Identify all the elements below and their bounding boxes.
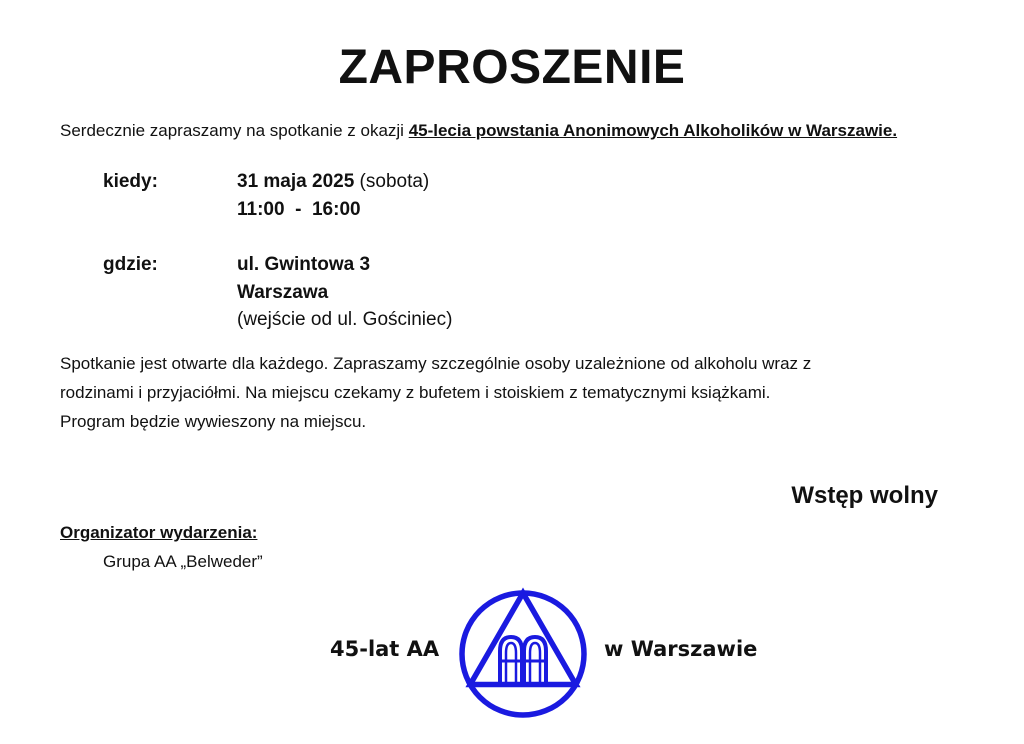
free-entry-label: Wstęp wolny [791,482,938,509]
intro-highlight: 45-lecia powstania Anonimowych Alkoholików w Warszawie. [408,121,898,140]
where-city-line [237,282,328,304]
where-label: gdzie: [103,254,158,275]
event-day: (sobota) [359,171,430,192]
description-line-3: Program będzie wywieszony na miejscu. [60,412,367,431]
where-street-line [237,254,370,276]
where-entrance-line: (wejście od ul. Gościniec) [237,309,453,330]
organizer-name: Grupa AA „Belweder” [103,552,263,571]
event-city: Warszawa [237,282,329,303]
event-time: 11:00 - 16:00 [237,199,361,220]
organizer-label: Organizator wydarzenia: [60,523,258,542]
when-label: kiedy: [103,171,158,192]
when-time-line [237,199,361,221]
intro-text [60,121,897,141]
city-text: w Warszawie [604,637,758,661]
event-street: ul. Gwintowa 3 [237,254,371,275]
when-date-line [237,171,429,193]
intro-lead: Serdecznie zapraszamy na spotkanie z okazji [60,121,409,140]
aa-logo-icon [456,587,590,721]
description-line-2: rodzinami i przyjaciółmi. Na miejscu czekamy z bufetem i stoiskiem z tematycznymi książkami. [60,383,771,402]
event-date: 31 maja 2025 [237,171,355,192]
description-line-1: Spotkanie jest otwarte dla każdego. Zapraszamy szczególnie osoby uzależnione od alkoholu wraz z [60,354,812,373]
anniversary-text: 45-lat AA [330,637,440,661]
page-title: ZAPROSZENIE [338,41,686,94]
